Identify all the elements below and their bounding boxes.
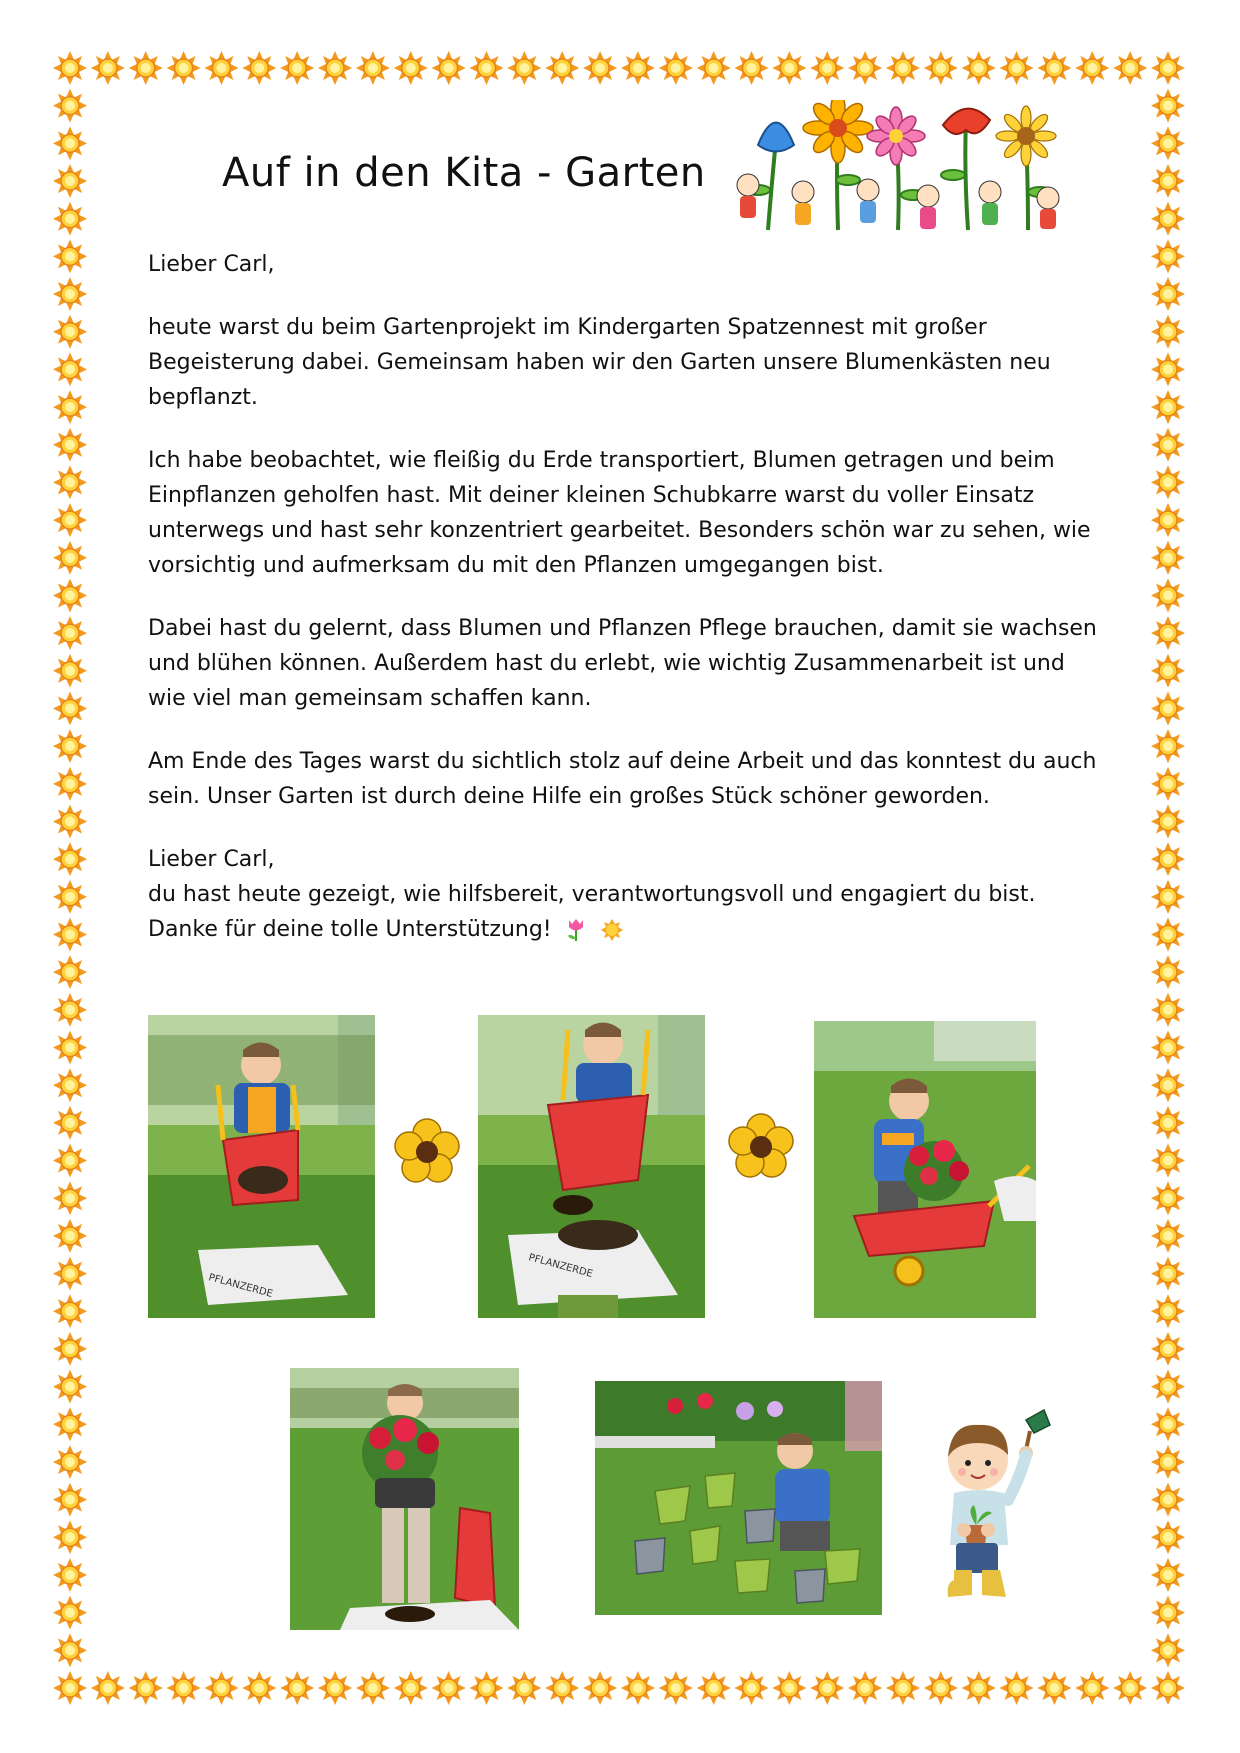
photo-flowers-wheelbarrow (814, 1021, 1036, 1318)
paragraph-4: Am Ende des Tages warst du sichtlich stolz auf deine Arbeit und das konntest du auch sein. Unser Garten ist durch deine Hilfe ein großes Stück schöner geworden. (148, 749, 1097, 809)
salutation: Lieber Carl, (148, 252, 275, 277)
closing-line-2-text: Danke für deine tolle Unterstützung! (148, 917, 552, 942)
bag-label-text-2: PFLANZERDE (527, 1252, 594, 1280)
gardener-boy-illustration (926, 1405, 1056, 1605)
closing-salutation: Lieber Carl, (148, 847, 275, 872)
yellow-flower-icon (726, 1112, 796, 1182)
page-title: Auf in den Kita - Garten (222, 150, 706, 196)
paragraph-3: Dabei hast du gelernt, dass Blumen und Pflanzen Pflege brauchen, damit sie wachsen und blühen können. Außerdem hast du erlebt, wie wichtig Zusammenarbeit ist und wie viel man gemeinsam schaffen kann. (148, 616, 1097, 711)
letter-body (148, 247, 1108, 947)
photo-wheelbarrow-1 (148, 1015, 375, 1318)
bag-label-text: PFLANZERDE (207, 1272, 274, 1300)
paragraph-2: Ich habe beobachtet, wie fleißig du Erde transportiert, Blumen getragen und beim Einpflanzen geholfen hast. Mit deiner kleinen Schubkarre warst du voller Einsatz unterwegs und hast sehr konzentriert gearbeitet. Besonders schön war zu sehen, wie vorsichtig und aufmerksam du mit den Pflanzen umgegangen bist. (148, 448, 1091, 578)
photo-wheelbarrow-2 (478, 1015, 705, 1318)
paragraph-1: heute warst du beim Gartenprojekt im Kindergarten Spatzennest mit großer Begeisterung dabei. Gemeinsam haben wir den Garten unsere Blumenkästen neu bepflanzt. (148, 315, 1051, 410)
closing-line-1: du hast heute gezeigt, wie hilfsbereit, verantwortungsvoll und engagiert du bist. (148, 882, 1036, 907)
children-flowers-illustration (728, 100, 1068, 240)
sun-icon (600, 918, 624, 942)
closing-line-2 (148, 912, 1108, 947)
yellow-flower-icon (392, 1117, 462, 1187)
photo-flower-pots (595, 1381, 882, 1615)
photo-holding-flowers (290, 1368, 519, 1630)
tulip-icon (565, 918, 587, 942)
